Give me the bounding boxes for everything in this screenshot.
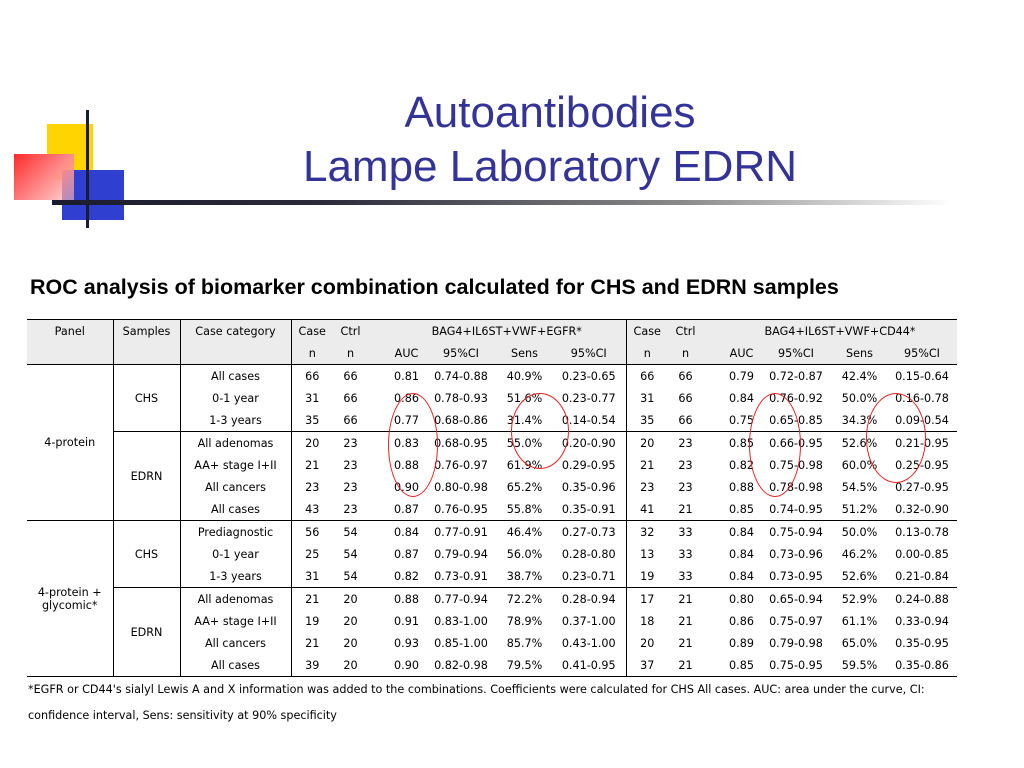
case-category-cell: All adenomas <box>180 588 291 611</box>
spacer-cell <box>703 387 723 409</box>
col-header-ci-sens-2: 95%CI <box>887 342 957 365</box>
col-header-ci-sens: 95%CI <box>552 342 626 365</box>
cell-case2: 35 <box>626 409 668 432</box>
cell-ci2: 0.74-0.95 <box>760 498 832 521</box>
cell-ci: 0.77-0.94 <box>434 592 488 606</box>
cell-sens2: 50.0% <box>841 391 878 405</box>
spacer-cell <box>368 454 388 476</box>
case-category-cell: 0-1 year <box>180 543 291 565</box>
spacer-cell <box>703 632 723 654</box>
panel-cell: 4-protein <box>27 365 113 521</box>
cell-auc: 0.87 <box>394 547 419 561</box>
cell-auc2: 0.89 <box>729 636 754 650</box>
cell-ctrl2: 23 <box>678 458 693 472</box>
cell-sci2: 0.27-0.95 <box>895 480 949 494</box>
cell-auc2: 0.84 <box>729 391 754 405</box>
title-underline <box>52 200 952 205</box>
cell-ctrl2: 33 <box>678 547 693 561</box>
cell-sci2: 0.24-0.88 <box>895 592 949 606</box>
cell-ci: 0.74-0.88 <box>434 369 488 383</box>
cell-sci2: 0.35-0.86 <box>887 654 957 677</box>
cell-ctrl2: 21 <box>668 654 703 677</box>
col-header-case-2: Case <box>626 320 668 343</box>
cell-case2: 31 <box>640 391 655 405</box>
cell-ci2: 0.76-0.92 <box>769 391 823 405</box>
cell-sci2: 0.16-0.78 <box>895 391 949 405</box>
cell-ci2: 0.73-0.95 <box>760 565 832 588</box>
cell-ctrl2: 33 <box>668 565 703 588</box>
cell-sens2: 60.0% <box>841 458 878 472</box>
cell-ci2: 0.78-0.98 <box>769 480 823 494</box>
col-header-case: Case <box>291 320 333 343</box>
cell-auc: 0.77 <box>388 409 425 432</box>
cell-case: 31 <box>305 391 320 405</box>
cell-ci: 0.85-1.00 <box>434 636 488 650</box>
case-category-cell: All cases <box>180 498 291 521</box>
cell-sci2: 0.25-0.95 <box>895 458 949 472</box>
cell-sens: 38.7% <box>497 565 552 588</box>
cell-ci2: 0.75-0.95 <box>760 654 832 677</box>
cell-case: 43 <box>291 498 333 521</box>
cell-ci: 0.76-0.95 <box>425 498 497 521</box>
spacer-cell <box>368 610 388 632</box>
cell-ci: 0.76-0.97 <box>434 458 488 472</box>
spacer-cell <box>368 498 388 521</box>
cell-case2: 66 <box>640 369 655 383</box>
cell-sci: 0.14-0.54 <box>552 409 626 432</box>
col-header-ctrl: Ctrl <box>333 320 368 343</box>
cell-ctrl: 20 <box>343 592 358 606</box>
cell-case: 21 <box>305 458 320 472</box>
cell-auc2: 0.85 <box>729 436 754 450</box>
cell-case: 21 <box>305 592 320 606</box>
cell-auc: 0.93 <box>394 636 419 650</box>
col-header-n-2: n <box>626 342 668 365</box>
highlight-oval-auc-egfr <box>388 393 438 497</box>
cell-case2: 32 <box>626 521 668 544</box>
cell-ctrl2: 21 <box>678 636 693 650</box>
cell-ctrl2: 66 <box>678 369 693 383</box>
table-caption: ROC analysis of biomarker combination calculated for CHS and EDRN samples <box>30 275 839 299</box>
cell-case: 39 <box>291 654 333 677</box>
cell-sci2: 0.13-0.78 <box>887 521 957 544</box>
spacer-cell <box>703 454 723 476</box>
col-header-samples: Samples <box>113 320 180 343</box>
cell-sens: 55.0% <box>506 436 543 450</box>
spacer-cell <box>368 654 388 677</box>
logo-red-square <box>14 154 74 200</box>
cell-sci2: 0.32-0.90 <box>887 498 957 521</box>
cell-auc: 0.90 <box>394 480 419 494</box>
cell-ctrl: 66 <box>333 409 368 432</box>
cell-ctrl2: 33 <box>668 521 703 544</box>
cell-case: 31 <box>291 565 333 588</box>
cell-sens2: 34.3% <box>832 409 887 432</box>
cell-ci2: 0.65-0.85 <box>760 409 832 432</box>
cell-sens: 31.4% <box>497 409 552 432</box>
cell-auc2: 0.85 <box>723 498 760 521</box>
cell-sci: 0.28-0.80 <box>552 543 626 565</box>
slide-title: Autoantibodies <box>404 88 696 137</box>
cell-ctrl: 54 <box>333 565 368 588</box>
cell-case: 35 <box>291 409 333 432</box>
cell-ci2: 0.73-0.96 <box>769 547 823 561</box>
cell-sci2: 0.21-0.95 <box>895 436 949 450</box>
cell-auc2: 0.79 <box>729 369 754 383</box>
cell-case: 56 <box>291 521 333 544</box>
cell-sci2: 0.00-0.85 <box>895 547 949 561</box>
cell-sci: 0.43-1.00 <box>552 632 626 654</box>
table-body <box>27 365 957 677</box>
cell-ctrl: 20 <box>333 654 368 677</box>
cell-sens2: 46.2% <box>841 547 878 561</box>
cell-sens: 85.7% <box>506 636 543 650</box>
cell-ctrl: 66 <box>343 391 358 405</box>
spacer-cell <box>703 365 723 388</box>
table-row <box>27 521 957 544</box>
cell-case2: 19 <box>626 565 668 588</box>
cell-sci2: 0.09-0.54 <box>887 409 957 432</box>
cell-ctrl2: 23 <box>678 436 693 450</box>
cell-ci: 0.68-0.86 <box>425 409 497 432</box>
cell-sci2: 0.15-0.64 <box>895 369 949 383</box>
cell-sens2: 52.6% <box>841 436 878 450</box>
cell-ctrl: 54 <box>333 521 368 544</box>
samples-cell: CHS <box>113 365 180 432</box>
footnote-line-2: confidence interval, Sens: sensitivity at 90% specificity <box>28 709 337 722</box>
table-row <box>27 365 957 388</box>
cell-ci: 0.78-0.93 <box>434 391 488 405</box>
cell-case: 66 <box>305 369 320 383</box>
spacer-cell <box>368 565 388 588</box>
header-row <box>27 320 957 343</box>
cell-auc2: 0.84 <box>723 565 760 588</box>
col-header-n-ctrl-2: n <box>668 342 703 365</box>
cell-sci: 0.23-0.71 <box>552 565 626 588</box>
cell-auc2: 0.88 <box>729 480 754 494</box>
cell-auc: 0.90 <box>388 654 425 677</box>
cell-ci2: 0.66-0.95 <box>769 436 823 450</box>
cell-sens2: 65.0% <box>841 636 878 650</box>
cell-sens2: 59.5% <box>832 654 887 677</box>
col-header-combo-cd44: BAG4+IL6ST+VWF+CD44* <box>723 320 957 343</box>
cell-case2: 20 <box>640 636 655 650</box>
cell-sci: 0.35-0.91 <box>552 498 626 521</box>
spacer-cell <box>368 387 388 409</box>
cell-case: 23 <box>305 480 320 494</box>
cell-auc: 0.88 <box>394 592 419 606</box>
cell-ci2: 0.75-0.97 <box>769 614 823 628</box>
cell-sci2: 0.35-0.95 <box>895 636 949 650</box>
cell-ctrl: 66 <box>343 369 358 383</box>
cell-ci: 0.82-0.98 <box>425 654 497 677</box>
spacer-cell <box>368 409 388 432</box>
col-header-ci: 95%CI <box>425 342 497 365</box>
cell-auc2: 0.75 <box>723 409 760 432</box>
spacer-cell <box>703 498 723 521</box>
cell-case: 25 <box>305 547 320 561</box>
cell-ci: 0.79-0.94 <box>434 547 488 561</box>
cell-case2: 17 <box>640 592 655 606</box>
col-header-ci-2: 95%CI <box>760 342 832 365</box>
cell-sens2: 52.9% <box>841 592 878 606</box>
cell-case2: 20 <box>640 436 655 450</box>
cell-sci: 0.35-0.96 <box>552 476 626 498</box>
cell-ci2: 0.65-0.94 <box>769 592 823 606</box>
spacer-cell <box>368 476 388 498</box>
cell-auc: 0.81 <box>394 369 419 383</box>
spacer-cell <box>368 588 388 611</box>
case-category-cell: All cancers <box>180 476 291 498</box>
case-category-cell: 1-3 years <box>180 565 291 588</box>
cell-sens: 78.9% <box>506 614 543 628</box>
cell-sens2: 52.6% <box>832 565 887 588</box>
cell-case2: 21 <box>640 458 655 472</box>
header-row-2 <box>27 342 957 365</box>
cell-auc2: 0.84 <box>729 547 754 561</box>
cell-sens2: 51.2% <box>832 498 887 521</box>
col-header-ctrl-2: Ctrl <box>668 320 703 343</box>
footnote-line-1: *EGFR or CD44's sialyl Lewis A and X information was added to the combinations. Coefficients were calculated for CHS All cases. AUC: area under the curve, CI: <box>28 683 925 696</box>
cell-ci2: 0.79-0.98 <box>769 636 823 650</box>
cell-sens: 72.2% <box>506 592 543 606</box>
highlight-oval-sens-cd44 <box>866 393 926 483</box>
cell-sens: 40.9% <box>506 369 543 383</box>
cell-case2: 23 <box>640 480 655 494</box>
samples-cell: EDRN <box>113 588 180 677</box>
cell-sci: 0.20-0.90 <box>552 432 626 455</box>
col-header-combo-egfr: BAG4+IL6ST+VWF+EGFR* <box>388 320 626 343</box>
cell-ci: 0.83-1.00 <box>434 614 488 628</box>
cell-sci: 0.28-0.94 <box>552 588 626 611</box>
cell-ctrl: 20 <box>343 614 358 628</box>
roc-table <box>27 319 957 677</box>
spacer-cell <box>703 476 723 498</box>
spacer-cell <box>703 565 723 588</box>
spacer-cell <box>368 432 388 455</box>
cell-sci: 0.37-1.00 <box>552 610 626 632</box>
cell-auc: 0.86 <box>394 391 419 405</box>
case-category-cell: AA+ stage I+II <box>180 454 291 476</box>
spacer-cell <box>703 543 723 565</box>
cell-auc: 0.87 <box>388 498 425 521</box>
cell-case2: 37 <box>626 654 668 677</box>
col-header-case-category: Case category <box>180 320 291 343</box>
cell-ctrl2: 23 <box>678 480 693 494</box>
cell-ctrl2: 66 <box>678 391 693 405</box>
cell-auc: 0.82 <box>388 565 425 588</box>
spacer-cell <box>703 588 723 611</box>
cell-sci2: 0.33-0.94 <box>895 614 949 628</box>
spacer-cell <box>703 432 723 455</box>
cell-ctrl: 20 <box>343 636 358 650</box>
cell-ctrl2: 21 <box>678 614 693 628</box>
samples-cell: CHS <box>113 521 180 588</box>
cell-ctrl2: 21 <box>678 592 693 606</box>
cell-auc: 0.88 <box>394 458 419 472</box>
case-category-cell: All cases <box>180 654 291 677</box>
cell-sci: 0.23-0.77 <box>552 387 626 409</box>
cell-ctrl2: 21 <box>668 498 703 521</box>
spacer-cell <box>703 409 723 432</box>
cell-ci: 0.80-0.98 <box>434 480 488 494</box>
logo-vertical-line <box>86 110 89 228</box>
cell-sens2: 50.0% <box>832 521 887 544</box>
case-category-cell: 0-1 year <box>180 387 291 409</box>
col-header-n: n <box>291 342 333 365</box>
col-header-sens-2: Sens <box>832 342 887 365</box>
cell-ctrl: 23 <box>343 458 358 472</box>
cell-case: 20 <box>305 436 320 450</box>
highlight-oval-auc-cd44 <box>749 393 801 497</box>
col-header-sens: Sens <box>497 342 552 365</box>
table-row <box>27 588 957 611</box>
spacer-cell <box>368 543 388 565</box>
cell-sci: 0.23-0.65 <box>552 365 626 388</box>
cell-auc2: 0.84 <box>723 521 760 544</box>
case-category-cell: AA+ stage I+II <box>180 610 291 632</box>
col-header-auc-2: AUC <box>723 342 760 365</box>
cell-auc2: 0.80 <box>729 592 754 606</box>
case-category-cell: 1-3 years <box>180 409 291 432</box>
case-category-cell: Prediagnostic <box>180 521 291 544</box>
cell-ctrl: 23 <box>343 480 358 494</box>
cell-ctrl: 54 <box>343 547 358 561</box>
spacer-cell <box>703 610 723 632</box>
samples-cell: EDRN <box>113 432 180 521</box>
cell-ctrl: 23 <box>333 498 368 521</box>
cell-case: 19 <box>305 614 320 628</box>
cell-ctrl: 23 <box>343 436 358 450</box>
cell-ci: 0.73-0.91 <box>425 565 497 588</box>
cell-auc: 0.91 <box>394 614 419 628</box>
cell-auc: 0.83 <box>394 436 419 450</box>
cell-auc2: 0.85 <box>723 654 760 677</box>
cell-ci: 0.68-0.95 <box>434 436 488 450</box>
cell-sci: 0.27-0.73 <box>552 521 626 544</box>
cell-sci2: 0.21-0.84 <box>887 565 957 588</box>
cell-auc2: 0.86 <box>729 614 754 628</box>
cell-ci: 0.77-0.91 <box>425 521 497 544</box>
cell-sens: 79.5% <box>497 654 552 677</box>
cell-sci: 0.41-0.95 <box>552 654 626 677</box>
cell-ctrl2: 66 <box>668 409 703 432</box>
cell-sens: 56.0% <box>506 547 543 561</box>
cell-ci2: 0.75-0.94 <box>760 521 832 544</box>
cell-sens: 51.6% <box>506 391 543 405</box>
spacer-cell <box>703 521 723 544</box>
highlight-oval-sens-egfr <box>511 393 569 469</box>
spacer-cell <box>703 654 723 677</box>
spacer-cell <box>368 521 388 544</box>
cell-sens2: 54.5% <box>841 480 878 494</box>
cell-ci2: 0.75-0.98 <box>769 458 823 472</box>
col-header-auc: AUC <box>388 342 425 365</box>
cell-auc2: 0.82 <box>729 458 754 472</box>
cell-sens: 55.8% <box>497 498 552 521</box>
case-category-cell: All cancers <box>180 632 291 654</box>
table-row <box>27 432 957 455</box>
cell-sci: 0.29-0.95 <box>552 454 626 476</box>
slide-title-line2: Lampe Laboratory EDRN <box>302 142 797 191</box>
cell-case2: 41 <box>626 498 668 521</box>
cell-case2: 13 <box>640 547 655 561</box>
cell-auc: 0.84 <box>388 521 425 544</box>
panel-cell: 4-protein + glycomic* <box>27 521 113 677</box>
cell-sens2: 42.4% <box>841 369 878 383</box>
case-category-cell: All adenomas <box>180 432 291 455</box>
cell-sens2: 61.1% <box>841 614 878 628</box>
cell-case: 21 <box>305 636 320 650</box>
cell-case2: 18 <box>640 614 655 628</box>
spacer-cell <box>368 365 388 388</box>
col-header-panel: Panel <box>27 320 113 343</box>
cell-ci2: 0.72-0.87 <box>769 369 823 383</box>
cell-sens: 46.4% <box>497 521 552 544</box>
cell-sens: 61.9% <box>506 458 543 472</box>
col-header-n-ctrl: n <box>333 342 368 365</box>
spacer-cell <box>368 632 388 654</box>
cell-sens: 65.2% <box>506 480 543 494</box>
case-category-cell: All cases <box>180 365 291 388</box>
